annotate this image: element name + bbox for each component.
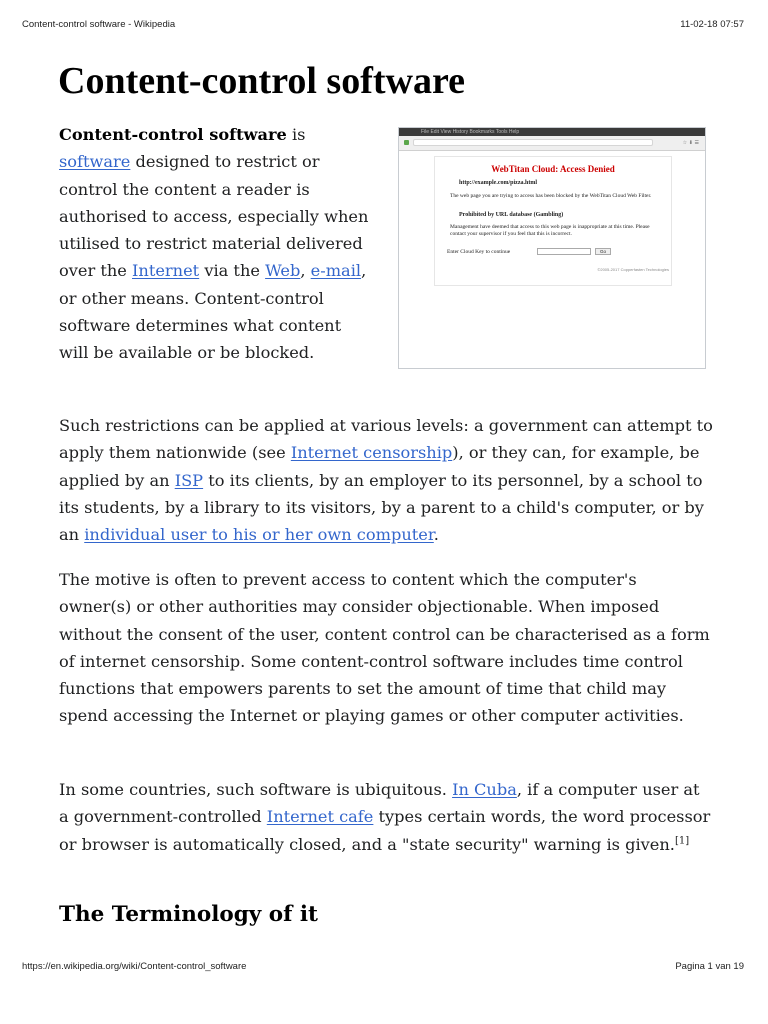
print-footer-url: https://en.wikipedia.org/wiki/Content-control_software — [22, 961, 247, 972]
print-header — [0, 19, 768, 33]
link-web[interactable]: Web — [265, 261, 301, 281]
figure-key-input — [537, 248, 591, 255]
print-footer — [0, 961, 768, 975]
figure-heading: WebTitan Cloud: Access Denied — [491, 164, 615, 174]
figure-prohibited: Prohibited by URL database (Gambling) — [459, 212, 564, 218]
intro-text-2: designed to restrict or control the content a reader is authorised to access, especially when utilised to restrict material delivered over the — [59, 152, 369, 281]
intro-text-1: is — [286, 125, 306, 144]
intro-text-3: via the — [199, 261, 266, 281]
link-internet[interactable]: Internet — [132, 261, 200, 281]
link-isp[interactable]: ISP — [174, 470, 204, 490]
intro-text-5: , or other means. Content-control software determines what content will be available or be blocked. — [59, 261, 367, 363]
intro-bold-term: Content-control software — [59, 125, 287, 144]
lock-icon — [404, 140, 409, 145]
motive-paragraph: The motive is often to prevent access to content which the computer's owner(s) or other authorities may consider objectionable. When imposed without the consent of the user, content control can be characterised as a form of internet censorship. Some content-control software includes time control functions that empowers parents to set the amount of time that child may spend accessing the Internet or playing games or other computer activities. — [59, 570, 710, 726]
countries-paragraph — [59, 776, 714, 858]
print-header-title: Content-control software - Wikipedia — [22, 19, 176, 30]
link-software[interactable]: software — [59, 152, 131, 172]
link-internet-censorship[interactable]: Internet censorship — [290, 443, 453, 463]
link-internet-cafe[interactable]: Internet cafe — [266, 807, 374, 827]
print-header-datetime: 11-02-18 07:57 — [680, 19, 744, 30]
figure-address-field — [413, 139, 653, 146]
figure-management-text: Management have deemed that access to this web page is inappropriate at this time. Please contact your supervisor if you feel that this is incorrect. — [450, 224, 650, 237]
restrictions-paragraph — [59, 412, 714, 548]
figure-denied-card — [434, 156, 672, 286]
section-heading: The Terminology of it — [59, 902, 318, 927]
reference-1-link[interactable]: [1] — [674, 835, 690, 847]
para4-text-2: , if a computer user at a government-controlled — [59, 780, 700, 827]
para2-text-1: Such restrictions can be applied at various levels: a government can attempt to apply them nationwide (see — [59, 416, 713, 463]
link-in-cuba[interactable]: In Cuba — [452, 780, 517, 799]
para2-text-3: to its clients, by an employer to its personnel, by a school to its students, by a library to its visitors, by a parent to a child's computer, or by an — [59, 470, 704, 545]
figure-menubar — [399, 128, 705, 136]
figure-copyright: ©2005-2017 Copperfasten Technologies — [597, 267, 669, 272]
intro-paragraph — [59, 121, 369, 367]
figure-blocked-text: The web page you are trying to access has been blocked by the WebTitan Cloud Web Filter. — [450, 193, 652, 199]
link-individual-user[interactable]: individual user to his or her own computer — [84, 525, 434, 545]
link-email[interactable]: e-mail — [310, 261, 362, 281]
figure-go-button: Go — [595, 248, 611, 255]
figure-key-label: Enter Cloud Key to continue — [447, 249, 511, 255]
print-footer-page: Pagina 1 van 19 — [675, 961, 744, 972]
figure-menubar-text: File Edit View History Bookmarks Tools Help — [421, 129, 520, 135]
para4-text-1: In some countries, such software is ubiquitous. — [59, 780, 453, 799]
toolbar-icons: ☆ ⬇ ☰ — [682, 140, 699, 146]
figure-urlbar — [399, 136, 705, 151]
figure-blocked-url: http://example.com/pizza.html — [459, 180, 537, 186]
para2-text-2: ), or they can, for example, be applied by an — [59, 443, 700, 490]
access-denied-figure[interactable] — [398, 127, 706, 369]
intro-text-4: , — [300, 261, 311, 281]
para2-text-4: . — [433, 525, 439, 545]
page-title: Content-control software — [58, 60, 466, 102]
para4-text-3: types certain words, the word processor or browser is automatically closed, and a "state security" warning is given. — [59, 807, 711, 854]
